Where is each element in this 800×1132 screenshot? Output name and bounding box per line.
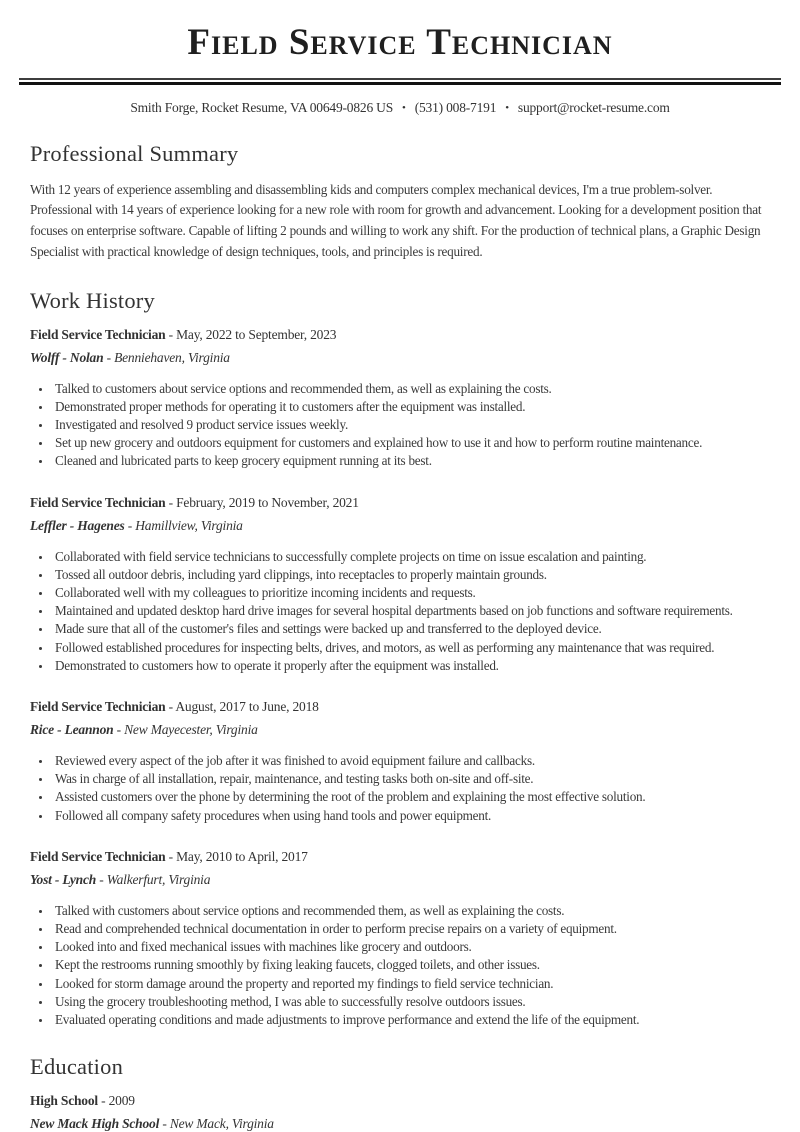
- bullet-item: • Followed all company safety procedures when using hand tools and power equipment.: [52, 807, 770, 825]
- education-degree-line: [30, 1093, 770, 1109]
- section-professional-summary: [30, 141, 770, 263]
- dash-separator: -: [127, 517, 133, 533]
- bullet-item: • Followed established procedures for inspecting belts, drives, and motors, as well as performing any maintenance that was required.: [52, 639, 770, 657]
- education-entry: [30, 1093, 770, 1132]
- dash-separator: -: [99, 871, 104, 887]
- education-heading: Education: [30, 1054, 124, 1080]
- dash-separator: -: [168, 848, 173, 864]
- job-role: Field Service Technician: [30, 848, 166, 864]
- section-work-history: [30, 288, 770, 1030]
- work-history-heading: Work History: [30, 287, 155, 313]
- bullet-item: • Cleaned and lubricated parts to keep grocery equipment running at its best.: [52, 452, 770, 470]
- job-dates: February, 2019 to November, 2021: [176, 494, 359, 510]
- contact-separator-dot: •: [402, 101, 406, 114]
- job-role: Field Service Technician: [30, 699, 166, 715]
- job-bullet-list: [30, 752, 770, 825]
- job-entry: [30, 849, 770, 1029]
- bullet-item: • Kept the restrooms running smoothly by fixing leaking faucets, clogged toilets, and other issues.: [52, 956, 770, 974]
- bullet-item: • Made sure that all of the customer's files and settings were backed up and transferred to the deployed device.: [52, 620, 770, 638]
- bullet-item: • Collaborated well with my colleagues to prioritize incoming incidents and requests.: [52, 584, 770, 602]
- bullet-item: • Demonstrated to customers how to operate it properly after the equipment was installed.: [52, 657, 770, 675]
- job-company: Rice - Leannon: [30, 722, 114, 738]
- dash-separator: -: [168, 494, 173, 510]
- dash-separator: -: [116, 722, 121, 738]
- section-education: [30, 1054, 770, 1132]
- education-school: New Mack High School: [30, 1116, 160, 1132]
- summary-text: With 12 years of experience assembling and disassembling kids and computers complex mechanical devices, I'm a true problem-solver. Professional with 14 years of experience looking for a new role with room for growth and advancement. Looking for a development position that focuses on enterprise software. Capable of lifting 2 pounds and willing to work any shift. For the production of technical plans, a Graphic Design Specialist with practical knowledge of design techniques, tools, and principles is required.: [30, 181, 762, 259]
- resume-page: [0, 23, 800, 1132]
- job-entry: [30, 327, 770, 471]
- education-year: 2009: [108, 1093, 135, 1109]
- resume-body: [0, 141, 800, 1132]
- summary-heading: Professional Summary: [30, 140, 239, 166]
- job-title-line: [30, 495, 770, 511]
- job-title-line: [30, 699, 770, 715]
- bullet-item: • Reviewed every aspect of the job after it was finished to avoid equipment failure and callbacks.: [52, 752, 770, 770]
- job-location: New Mayecester, Virginia: [124, 722, 258, 738]
- job-title-line: [30, 327, 770, 343]
- education-degree: High School: [30, 1093, 98, 1109]
- job-bullet-list: [30, 380, 770, 471]
- job-dates: May, 2022 to September, 2023: [176, 326, 337, 342]
- job-role: Field Service Technician: [30, 326, 166, 342]
- contact-address: Smith Forge, Rocket Resume, VA 00649-0826 US: [130, 99, 394, 115]
- job-location: Benniehaven, Virginia: [114, 349, 230, 365]
- job-company-line: [30, 722, 770, 738]
- dash-separator: -: [101, 1093, 106, 1109]
- page-title: Field Service Technician: [187, 22, 613, 63]
- job-company: Wolff - Nolan: [30, 349, 104, 365]
- bullet-item: • Demonstrated proper methods for operating it to customers after the equipment was installed.: [52, 398, 770, 416]
- job-role: Field Service Technician: [30, 494, 166, 510]
- bullet-item: • Maintained and updated desktop hard drive images for several hospital departments based on job functions and software requirements.: [52, 602, 770, 620]
- bullet-item: • Collaborated with field service technicians to successfully complete projects on time on issue escalation and painting.: [52, 548, 770, 566]
- job-company-line: [30, 872, 770, 888]
- job-title-line: [30, 849, 770, 865]
- contact-email: support@rocket-resume.com: [517, 99, 670, 115]
- bullet-item: • Talked to customers about service options and recommended them, as well as explaining the costs.: [52, 380, 770, 398]
- contact-line: [0, 100, 800, 116]
- job-company: Yost - Lynch: [30, 871, 97, 887]
- bullet-item: • Looked for storm damage around the property and reported my findings to field service technician.: [52, 975, 770, 993]
- job-company: Leffler - Hagenes: [30, 517, 125, 533]
- job-company-line: [30, 518, 770, 534]
- job-bullet-list: [30, 548, 770, 675]
- job-location: Walkerfurt, Virginia: [106, 871, 211, 887]
- bullet-item: • Was in charge of all installation, repair, maintenance, and testing tasks both on-site and off-site.: [52, 770, 770, 788]
- bullet-item: • Set up new grocery and outdoors equipment for customers and explained how to use it and how to perform routine maintenance.: [52, 434, 770, 452]
- bullet-item: • Talked with customers about service options and recommended them, as well as explaining the costs.: [52, 902, 770, 920]
- bullet-item: • Assisted customers over the phone by determining the root of the problem and explaining the most effective solution.: [52, 788, 770, 806]
- job-entry: [30, 699, 770, 825]
- dash-separator: -: [106, 349, 111, 365]
- job-location: Hamillview, Virginia: [135, 517, 243, 533]
- contact-phone: (531) 008-7191: [414, 99, 497, 115]
- education-school-line: [30, 1116, 770, 1132]
- bullet-item: • Evaluated operating conditions and made adjustments to improve performance and extend the life of the equipment.: [52, 1011, 770, 1029]
- dash-separator: -: [168, 326, 173, 342]
- dash-separator: -: [168, 699, 173, 715]
- contact-separator-dot: •: [505, 101, 509, 114]
- bullet-item: • Read and comprehended technical documentation in order to perform precise repairs on a variety of equipment.: [52, 920, 770, 938]
- job-dates: August, 2017 to June, 2018: [175, 699, 319, 715]
- bullet-item: • Looked into and fixed mechanical issues with machines like grocery and outdoors.: [52, 938, 770, 956]
- bullet-item: • Using the grocery troubleshooting method, I was able to successfully resolve outdoors issues.: [52, 993, 770, 1011]
- dash-separator: -: [162, 1116, 167, 1132]
- bullet-item: • Investigated and resolved 9 product service issues weekly.: [52, 416, 770, 434]
- job-bullet-list: [30, 902, 770, 1029]
- header-divider: [19, 78, 781, 85]
- education-location: New Mack, Virginia: [169, 1116, 274, 1132]
- bullet-item: • Tossed all outdoor debris, including yard clippings, into receptacles to properly maintain grounds.: [52, 566, 770, 584]
- job-entry: [30, 495, 770, 675]
- job-company-line: [30, 350, 770, 366]
- job-dates: May, 2010 to April, 2017: [176, 848, 308, 864]
